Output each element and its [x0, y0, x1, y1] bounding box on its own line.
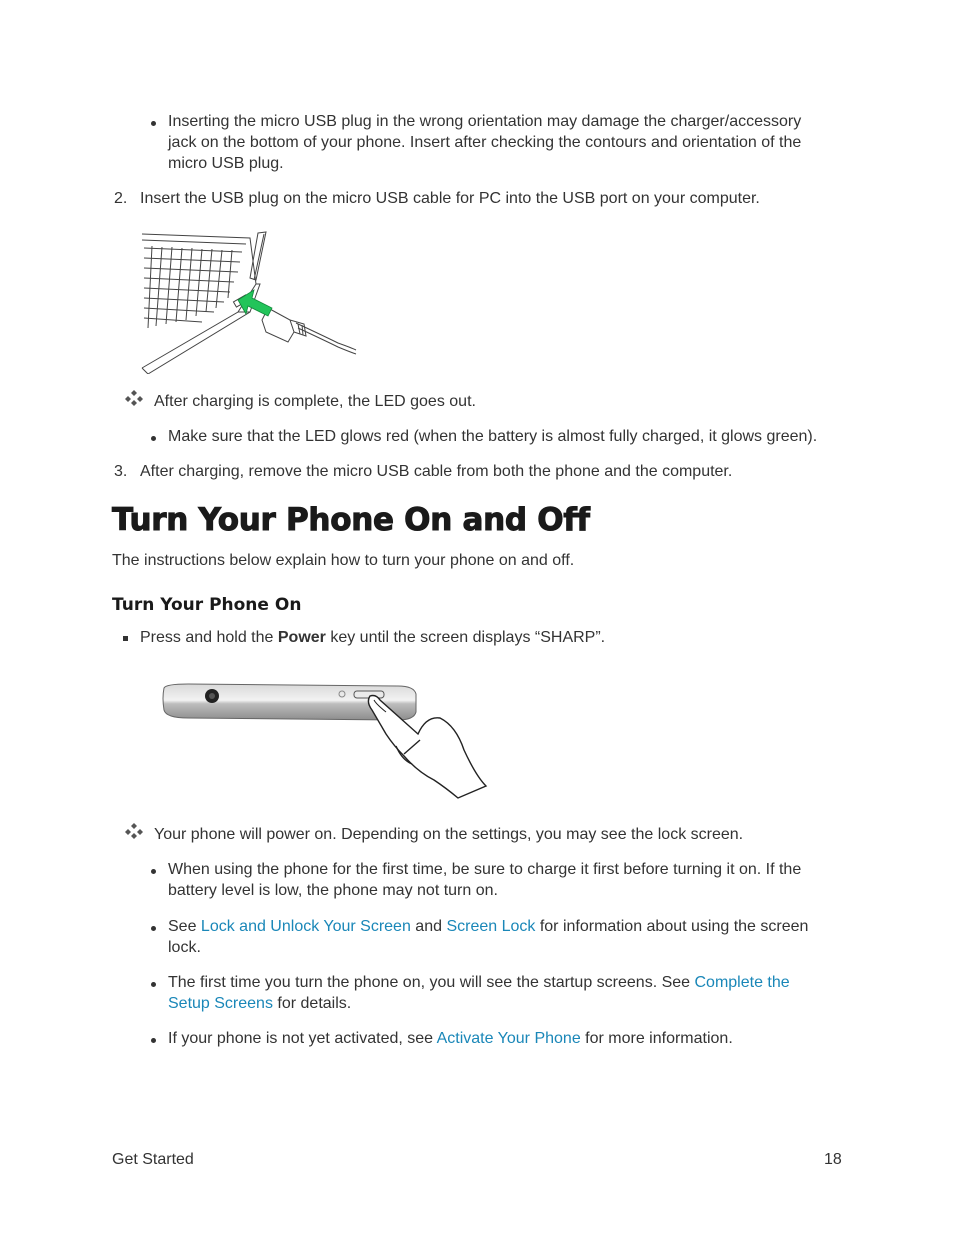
first-time-line1: When using the phone for the first time, be sure to charge it first before turning it on. If the: [168, 861, 802, 878]
laptop-usb-illustration: [138, 228, 360, 374]
result-diamond-icon: [124, 823, 144, 841]
complete-setup-link-cont[interactable]: Setup Screens: [168, 995, 273, 1012]
startup-prefix: The first time you turn the phone on, you will see the startup screens. See: [168, 974, 695, 991]
see-lock-prefix: See: [168, 918, 201, 935]
lock-unlock-screen-link[interactable]: Lock and Unlock Your Screen: [200, 918, 411, 935]
footer-page-number: 18: [824, 1151, 842, 1168]
section-intro: The instructions below explain how to turn your phone on and off.: [112, 552, 575, 569]
footer-section: Get Started: [112, 1151, 194, 1168]
led-color-note: Make sure that the LED glows red (when the battery is almost fully charged, it glows green).: [168, 428, 818, 445]
startup-suffix: for details.: [272, 995, 352, 1012]
see-lock-line2: lock.: [168, 939, 201, 956]
usb-orientation-line1: Inserting the micro USB plug in the wrong orientation may damage the charger/accessory: [168, 113, 802, 130]
bullet-square: [123, 636, 128, 641]
screen-lock-link[interactable]: Screen Lock: [446, 918, 536, 935]
bullet-dot: [151, 869, 156, 874]
activate-prefix: If your phone is not yet activated, see: [168, 1030, 437, 1047]
usb-orientation-line2: jack on the bottom of your phone. Insert after checking the contours and orientation of the: [168, 134, 802, 151]
complete-setup-link[interactable]: Complete the: [694, 974, 790, 991]
see-lock-note: [168, 916, 808, 958]
power-key-label: Power: [277, 629, 326, 646]
press-step: [140, 627, 605, 648]
step-number: 2.: [114, 190, 128, 207]
result-diamond-icon: [124, 390, 144, 408]
step-3-text: After charging, remove the micro USB cable from both the phone and the computer.: [140, 463, 733, 480]
usb-orientation-line3: micro USB plug.: [168, 155, 284, 172]
bullet-dot: [151, 436, 156, 441]
bullet-dot: [151, 982, 156, 987]
section-title: Turn Your Phone On and Off: [112, 502, 590, 538]
bullet-dot: [151, 926, 156, 931]
result-led-text: After charging is complete, the LED goes out.: [154, 393, 476, 410]
bullet-dot: [151, 121, 156, 126]
result-power-on-text: Your phone will power on. Depending on the settings, you may see the lock screen.: [154, 826, 744, 843]
first-time-line2: battery level is low, the phone may not turn on.: [168, 882, 498, 899]
step-number: 3.: [114, 463, 128, 480]
usb-orientation-note: [168, 111, 801, 174]
first-time-note: [168, 859, 801, 901]
see-lock-suffix: for information about using the screen: [535, 918, 809, 935]
activate-suffix: for more information.: [580, 1030, 733, 1047]
press-step-prefix: Press and hold the: [140, 629, 278, 646]
activate-note: [168, 1028, 733, 1049]
activate-your-phone-link[interactable]: Activate Your Phone: [436, 1030, 581, 1047]
subsection-title: Turn Your Phone On: [112, 595, 302, 615]
bullet-dot: [151, 1038, 156, 1043]
step-2-text: Insert the USB plug on the micro USB cable for PC into the USB port on your computer.: [140, 190, 760, 207]
phone-power-illustration: [158, 680, 494, 804]
see-lock-middle: and: [410, 918, 447, 935]
startup-note: [168, 972, 790, 1014]
press-step-suffix: key until the screen displays “SHARP”.: [325, 629, 606, 646]
